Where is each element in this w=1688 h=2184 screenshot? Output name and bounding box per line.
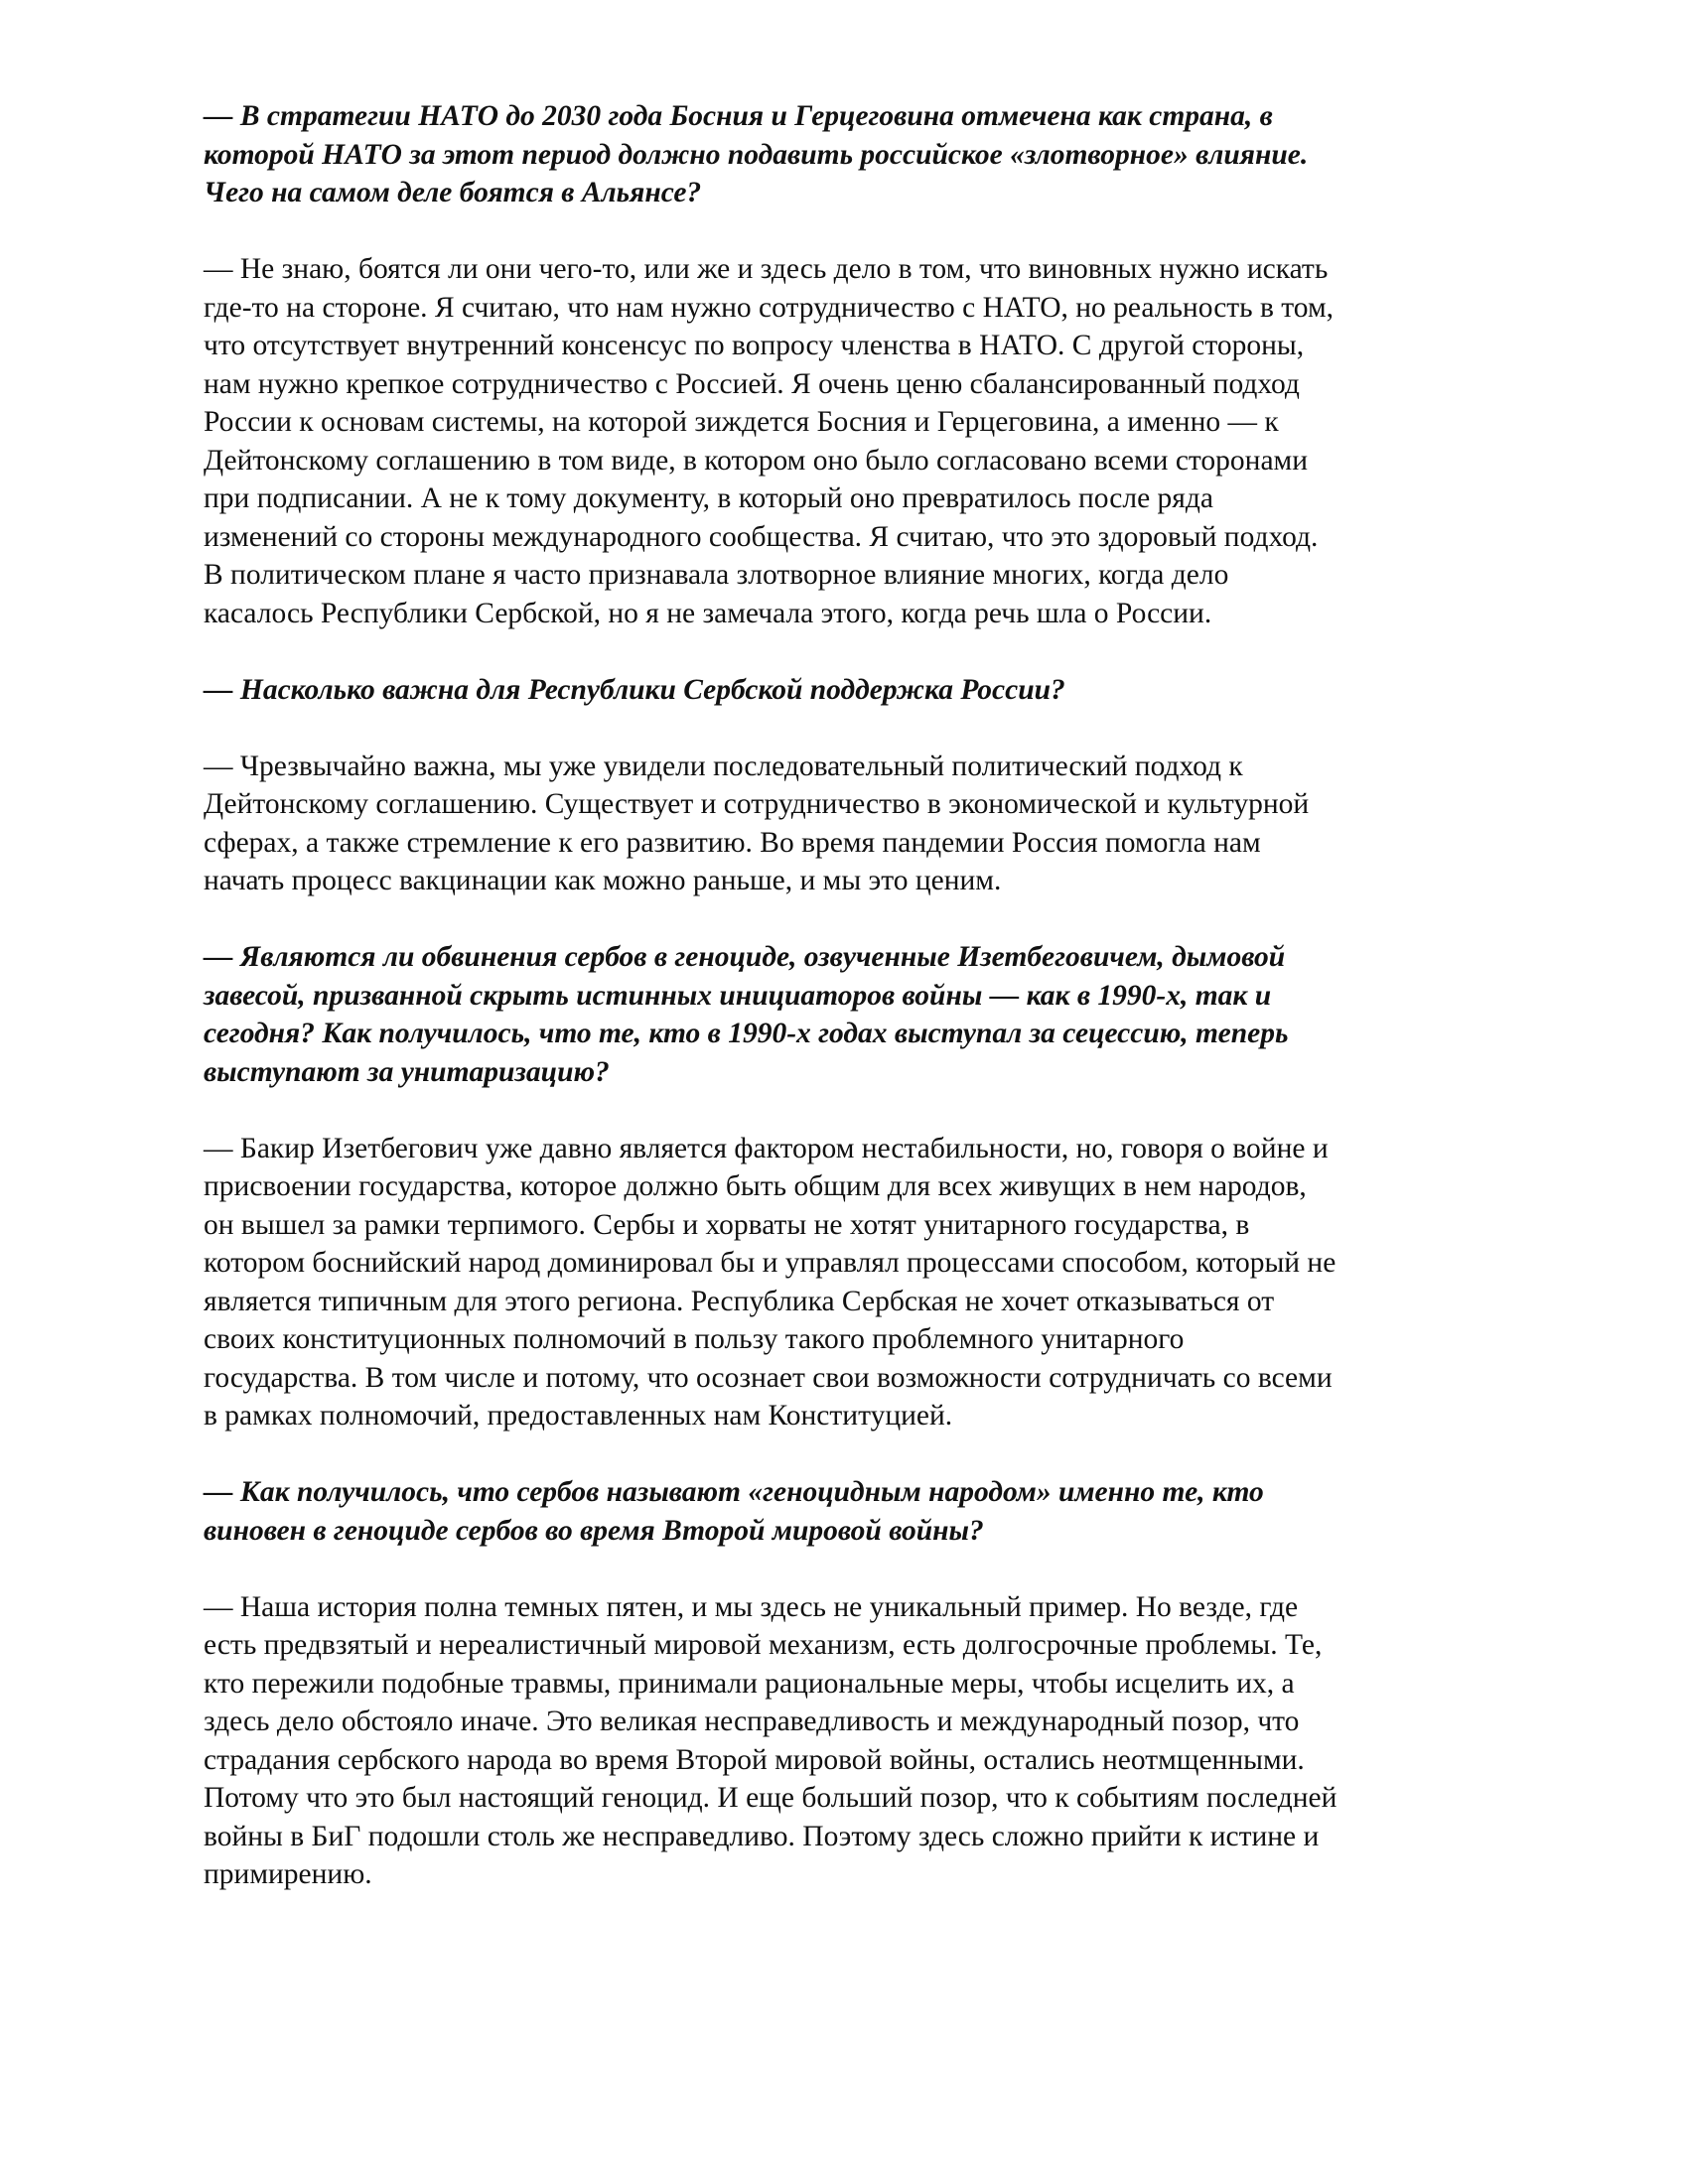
text-line: сферах, а также стремление к его развитию. Во время пандемии Россия помогла нам	[204, 826, 1261, 859]
text-line: — Являются ли обвинения сербов в геноциде, озвученные Изетбеговичем, дымовой	[204, 941, 1286, 973]
question-4	[204, 1473, 1494, 1550]
text-line: виновен в геноциде сербов во время Второй мировой войны?	[204, 1514, 984, 1547]
text-line: своих конституционных полномочий в пользу такого проблемного унитарного	[204, 1323, 1185, 1355]
text-line: государства. В том числе и потому, что осознает свои возможности сотрудничать со всеми	[204, 1361, 1333, 1394]
text-line: — Наша история полна темных пятен, и мы здесь не уникальный пример. Но везде, где	[204, 1590, 1299, 1623]
text-line: Чего на самом деле боятся в Альянсе?	[204, 177, 702, 208]
text-line: — Насколько важна для Республики Сербской поддержка России?	[204, 673, 1065, 706]
question-1	[204, 97, 1494, 212]
text-line: примирению.	[204, 1858, 372, 1890]
paragraph-gap	[204, 212, 1494, 251]
answer-3	[204, 1130, 1494, 1435]
text-line: выступают за унитаризацию?	[204, 1055, 610, 1088]
text-line: нам нужно крепкое сотрудничество с Россией. Я очень ценю сбалансированный подход	[204, 367, 1300, 400]
text-line: — Как получилось, что сербов называют «геноцидным народом» именно те, кто	[204, 1476, 1264, 1508]
text-line: — Не знаю, боятся ли они чего-то, или же и здесь дело в том, что виновных нужно искать	[204, 253, 1329, 285]
text-line: Потому что это был настоящий геноцид. И еще больший позор, что к событиям последней	[204, 1782, 1337, 1814]
answer-2	[204, 748, 1494, 900]
text-line: он вышел за рамки терпимого. Сербы и хорваты не хотят унитарного государства, в	[204, 1208, 1250, 1241]
text-line: изменений со стороны международного сообщества. Я считаю, что это здоровый подход.	[204, 520, 1319, 553]
text-line: где-то на стороне. Я считаю, что нам нужно сотрудничество с НАТО, но реальность в том,	[204, 291, 1335, 324]
text-line: страдания сербского народа во время Второй мировой войны, остались неотмщенными.	[204, 1743, 1305, 1776]
text-line: в рамках полномочий, предоставленных нам Конституцией.	[204, 1400, 953, 1432]
text-line: России к основам системы, на которой зиждется Босния и Герцеговина, а именно — к	[204, 406, 1279, 438]
text-line: присвоении государства, которое должно быть общим для всех живущих в нем народов,	[204, 1170, 1307, 1202]
text-line: здесь дело обстояло иначе. Это великая несправедливость и международный позор, что	[204, 1706, 1300, 1737]
text-line: является типичным для этого региона. Республика Сербская не хочет отказываться от	[204, 1285, 1275, 1317]
text-line: что отсутствует внутренний консенсус по вопросу членства в НАТО. С другой стороны,	[204, 330, 1305, 361]
document-page	[204, 97, 1494, 1894]
question-3	[204, 938, 1494, 1091]
text-line: — Бакир Изетбегович уже давно является фактором нестабильности, но, говоря о войне и	[204, 1132, 1329, 1164]
answer-4	[204, 1588, 1494, 1894]
text-line: Дейтонскому соглашению в том виде, в котором оно было согласовано всеми сторонами	[204, 444, 1309, 477]
text-line: — В стратегии НАТО до 2030 года Босния и Герцеговина отмечена как страна, в	[204, 100, 1273, 132]
question-2	[204, 671, 1494, 710]
paragraph-gap	[204, 1550, 1494, 1588]
paragraph-gap	[204, 709, 1494, 748]
text-line: В политическом плане я часто признавала злотворное влияние многих, когда дело	[204, 559, 1229, 591]
text-line: кто пережили подобные травмы, принимали рациональные меры, чтобы исцелить их, а	[204, 1667, 1295, 1700]
text-line: касалось Республики Сербской, но я не замечала этого, когда речь шла о России.	[204, 597, 1212, 629]
text-line: есть предвзятый и нереалистичный мировой механизм, есть долгосрочные проблемы. Те,	[204, 1629, 1323, 1661]
paragraph-gap	[204, 632, 1494, 671]
text-line: начать процесс вакцинации как можно раньше, и мы это ценим.	[204, 865, 1002, 896]
text-line: сегодня? Как получилось, что те, кто в 1990-х годах выступал за сецессию, теперь	[204, 1018, 1289, 1049]
text-line: при подписании. А не к тому документу, в который оно превратилось после ряда	[204, 482, 1213, 514]
text-line: завесой, призванной скрыть истинных инициаторов войны — как в 1990-х, так и	[204, 979, 1272, 1012]
text-line: войны в БиГ подошли столь же несправедливо. Поэтому здесь сложно прийти к истине и	[204, 1820, 1320, 1852]
paragraph-gap	[204, 900, 1494, 939]
text-line: которой НАТО за этот период должно подавить российское «злотворное» влияние.	[204, 138, 1309, 171]
text-line: — Чрезвычайно важна, мы уже увидели последовательный политический подход к	[204, 750, 1243, 782]
paragraph-gap	[204, 1435, 1494, 1474]
text-line: котором боснийский народ доминировал бы и управлял процессами способом, который не	[204, 1247, 1336, 1279]
answer-1	[204, 250, 1494, 632]
text-line: Дейтонскому соглашению. Существует и сотрудничество в экономической и культурной	[204, 788, 1310, 820]
paragraph-gap	[204, 1091, 1494, 1130]
